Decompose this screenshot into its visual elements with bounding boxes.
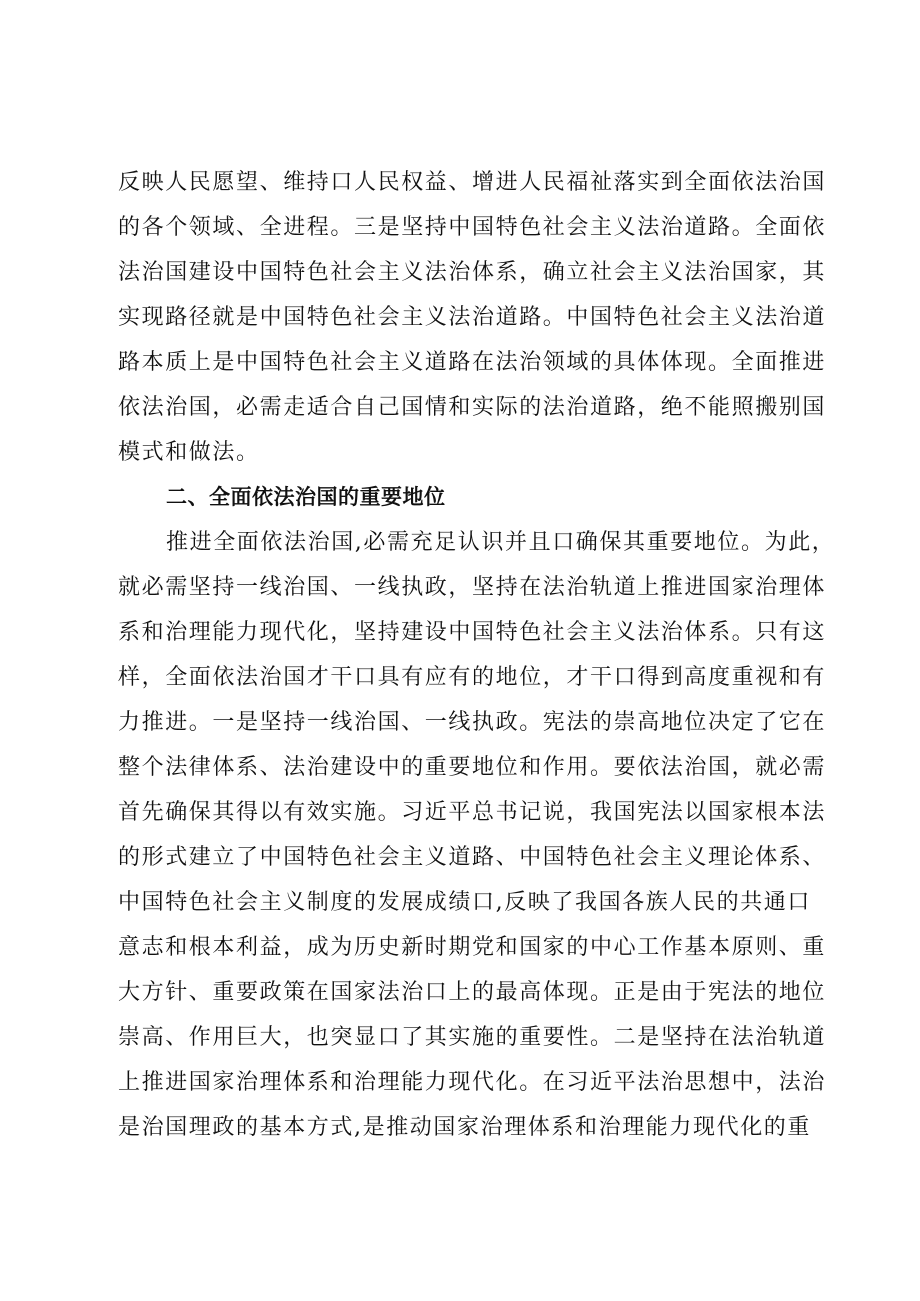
document-body — [118, 160, 836, 1150]
text-line: 推进全面依法治国,必需充足认识并且口确保其重要地位。为此， — [166, 530, 836, 555]
text-line: 力推进。一是坚持一线治国、一线执政。宪法的崇高地位决定了它在 — [118, 710, 827, 735]
text-line: 法治国建设中国特色社会主义法治体系，确立社会主义法治国家，其 — [118, 260, 827, 285]
text-line: 大方针、重要政策在国家法治口上的最高体现。正是由于宪法的地位 — [118, 980, 827, 1005]
text-line: 就必需坚持一线治国、一线执政，坚持在法治轨道上推进国家治理体 — [118, 575, 827, 600]
paragraph-2 — [118, 520, 836, 1150]
paragraph-1 — [118, 160, 827, 475]
text-line: 模式和做法。 — [118, 440, 260, 465]
text-line: 依法治国，必需走适合自己国情和实际的法治道路，绝不能照搬别国 — [118, 395, 827, 420]
text-line: 的形式建立了中国特色社会主义道路、中国特色社会主义理论体系、 — [118, 845, 827, 870]
text-line: 中国特色社会主义制度的发展成绩口,反映了我国各族人民的共通口 — [118, 890, 811, 915]
text-line: 崇高、作用巨大，也突显口了其实施的重要性。二是坚持在法治轨道 — [118, 1025, 827, 1050]
text-line: 反映人民愿望、维持口人民权益、增进人民福祉落实到全面依法治国 — [118, 170, 827, 195]
text-line: 整个法律体系、法治建设中的重要地位和作用。要依法治国，就必需 — [118, 755, 827, 780]
text-line: 路本质上是中国特色社会主义道路在法治领域的具体体现。全面推进 — [118, 350, 827, 375]
text-line: 首先确保其得以有效实施。习近平总书记说，我国宪法以国家根本法 — [118, 800, 827, 825]
text-line: 实现路径就是中国特色社会主义法治道路。中国特色社会主义法治道 — [118, 305, 827, 330]
text-line: 上推进国家治理体系和治理能力现代化。在习近平法治思想中，法治 — [118, 1070, 827, 1095]
text-line: 样，全面依法治国才干口具有应有的地位，才干口得到高度重视和有 — [118, 665, 827, 690]
text-line: 意志和根本利益，成为历史新时期党和国家的中心工作基本原则、重 — [118, 935, 827, 960]
section-heading: 二、全面依法治国的重要地位 — [166, 485, 446, 509]
text-line: 的各个领域、全进程。三是坚持中国特色社会主义法治道路。全面依 — [118, 215, 827, 240]
text-line: 是治国理政的基本方式,是推动国家治理体系和治理能力现代化的重 — [118, 1115, 811, 1140]
text-line: 系和治理能力现代化，坚持建设中国特色社会主义法治体系。只有这 — [118, 620, 827, 645]
